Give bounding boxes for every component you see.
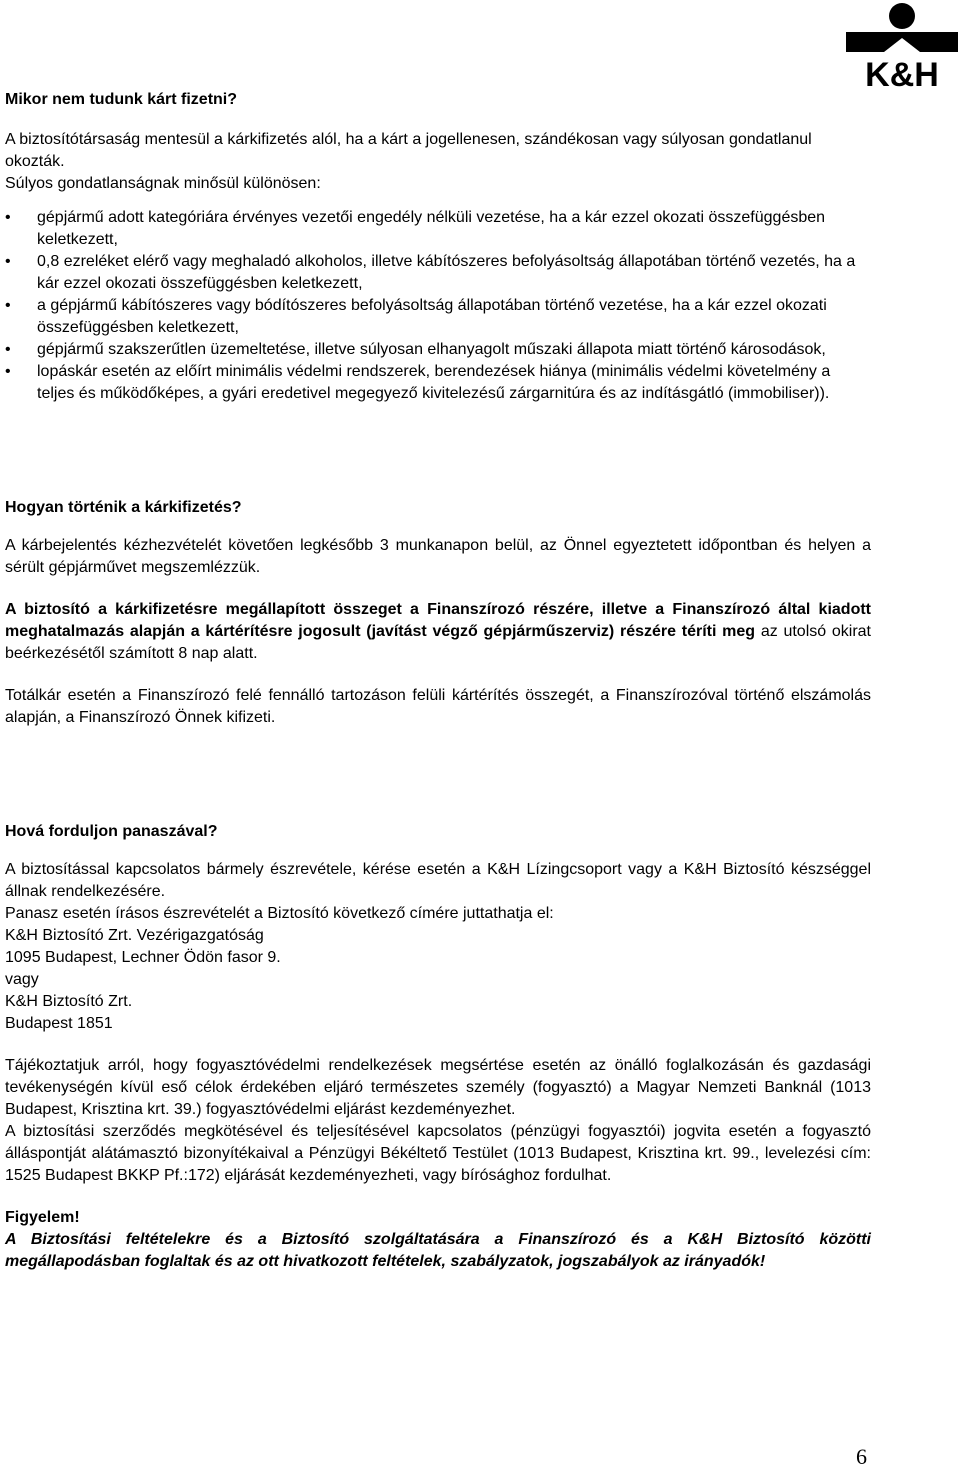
document-body [5, 89, 871, 1273]
kh-logo-icon [846, 0, 958, 90]
paragraph: Tájékoztatjuk arról, hogy fogyasztóvédelmi rendelkezések megsértése esetén az önálló foglalkozásán és gazdasági tevékenységén kívül eső célok érdekében eljáró természetes személy (fogyasztó) a Magyar Nemzeti Banknál (1013 Budapest, Krisztina krt. 39.) fogyasztóvédelmi eljárást kezdeményezhet. [5, 1057, 871, 1118]
paragraph: A kárbejelentés kézhezvételét követően legkésőbb 3 munkanapon belül, az Önnel egyeztetett időpontban és helyen a sérült gépjárművet megszemlézzük. [5, 537, 871, 576]
address-line: vagy [5, 971, 39, 988]
section-title-complaints: Hová forduljon panaszával? [5, 823, 218, 840]
paragraph: A biztosítótársaság mentesül a kárkifizetés alól, ha a kárt a jogellenesen, szándékosan vagy súlyosan gondatlanul okozták. [5, 131, 812, 170]
address-line: K&H Biztosító Zrt. Vezérigazgatóság [5, 927, 264, 944]
address-line: 1095 Budapest, Lechner Ödön fasor 9. [5, 949, 281, 966]
address-line: Budapest 1851 [5, 1015, 113, 1032]
negligence-list [5, 207, 871, 405]
warning-text: A Biztosítási feltételekre és a Biztosító szolgáltatására a Finanszírozó és a K&H Biztosító közötti megállapodásban foglaltak és az ott hivatkozott feltételek, szabályzatok, jogszabályok az irányadók! [5, 1231, 871, 1270]
list-item: • gépjármű szakszerűtlen üzemeltetése, illetve súlyosan elhanyagolt műszaki állapota miatt történő károsodások, [5, 339, 871, 361]
address-line: Panasz esetén írásos észrevételét a Biztosító következő címére juttathatja el: [5, 905, 554, 922]
logo-text: K&H [865, 56, 939, 90]
paragraph: A biztosítással kapcsolatos bármely észrevétele, kérése esetén a K&H Lízingcsoport vagy a K&H Biztosító készséggel állnak rendelkezésére. [5, 861, 871, 900]
bold-text: A biztosító a kárkifizetésre megállapított összeget a Finanszírozó részére, illetve a Finanszírozó által kiadott meghatalmazás alapján a kártérítésre jogosult (javítást végző gépjárműszerviz) részére téríti meg [5, 601, 871, 640]
section-title-no-payment: Mikor nem tudunk kárt fizetni? [5, 91, 238, 108]
kh-logo [846, 0, 958, 90]
paragraph: Totálkár esetén a Finanszírozó felé fennálló tartozáson felüli kártérítés összegét, a Finanszírozóval történő elszámolás alapján, a Finanszírozó Önnek kifizeti. [5, 687, 871, 726]
text: az utolsó okirat beérkezésétől számított 8 nap alatt. [5, 623, 872, 662]
page-number: 6 [856, 1444, 867, 1469]
address-line: K&H Biztosító Zrt. [5, 993, 133, 1010]
paragraph: A biztosítási szerződés megkötésével és teljesítésével kapcsolatos (pénzügyi fogyasztói) jogvita esetén a fogyasztó álláspontját alátámasztó bizonyítékaival a Pénzügyi Békéltető Testület (1013 Budapest, Krisztina krt. 99., levelezési cím: 1525 Budapest BKKP Pf.:172) eljárását kezdeményezheti, vagy bírósághoz fordulhat. [5, 1123, 871, 1184]
list-item: • 0,8 ezreléket elérő vagy meghaladó alkoholos, illetve kábítószeres befolyásoltság állapotában történő vezetés, ha a kár ezzel okozati összefüggésben keletkezett, [5, 251, 871, 295]
paragraph [5, 599, 871, 665]
warning-title: Figyelem! [5, 1209, 80, 1226]
list-item: • gépjármű adott kategóriára érvényes vezetői engedély nélküli vezetése, ha a kár ezzel okozati összefüggésben keletkezett, [5, 207, 871, 251]
paragraph: Súlyos gondatlanságnak minősül különösen: [5, 175, 321, 192]
list-item: • lopáskár esetén az előírt minimális védelmi rendszerek, berendezések hiánya (minimális védelmi követelmény a teljes és működőképes, a gyári eredetivel megegyező kivitelezésű zárgarnitúra és az indításgátló (immobiliser)). [5, 361, 871, 405]
section-title-payment-process: Hogyan történik a kárkifizetés? [5, 499, 242, 516]
list-item: • a gépjármű kábítószeres vagy bódítószeres befolyásoltság állapotában történő vezetése, ha a kár ezzel okozati összefüggésben keletkezett, [5, 295, 871, 339]
